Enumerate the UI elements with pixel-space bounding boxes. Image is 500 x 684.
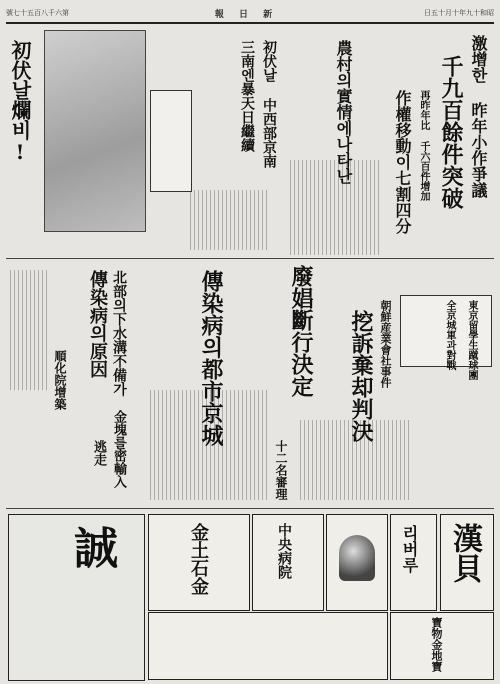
headline-sewer-defect: 北部의下水溝不備가 bbox=[111, 270, 127, 396]
advert-bell bbox=[326, 514, 388, 611]
article-body-3 bbox=[10, 270, 50, 390]
advert-hospital bbox=[252, 514, 324, 611]
masthead-date: 日五十月十年九十和昭 bbox=[424, 9, 494, 17]
advert-misc bbox=[148, 612, 388, 680]
advert-hanbei bbox=[440, 514, 494, 611]
headline-initial-rain: 初伏날爛비! bbox=[8, 40, 32, 164]
headline-epidemic-cause: 傳染病의原因 bbox=[87, 270, 108, 378]
advert-liver-title: 리버루 bbox=[400, 525, 419, 573]
headline-student-football: 東京留學生蹴球團 bbox=[466, 300, 477, 380]
headline-over-1900: 千九百餘件突破 bbox=[438, 55, 464, 209]
headline-rights-transfer: 作權移動이七割四分 bbox=[393, 90, 412, 234]
article-body-2 bbox=[190, 190, 270, 250]
divider-2 bbox=[6, 508, 494, 509]
article-body-1 bbox=[290, 160, 380, 255]
inset-box-southern bbox=[150, 90, 192, 192]
masthead bbox=[6, 4, 494, 24]
headline-industry-case: 朝鮮産業會社事件 bbox=[379, 300, 392, 388]
headline-hospital-expansion: 順化院增築 bbox=[53, 350, 67, 410]
headline-prostitution-abolition: 廢娼斷行決定 bbox=[288, 265, 314, 397]
advert-cinema bbox=[8, 514, 145, 681]
advert-stone bbox=[148, 514, 250, 611]
masthead-issue-number: 號七十五百八千六第 bbox=[6, 9, 69, 17]
article-body-4 bbox=[150, 390, 270, 500]
headline-all-seoul-match: 全京城軍과對戰 bbox=[444, 300, 455, 370]
headline-sub-increase: 再昨年比 千六百件增加 bbox=[418, 90, 429, 201]
divider-1 bbox=[6, 258, 494, 259]
bell-icon bbox=[339, 535, 375, 581]
headline-southern-heat: 三南엔暴天日繼續 bbox=[239, 40, 255, 152]
advert-treasure bbox=[390, 612, 494, 680]
headline-gold-smuggle: 金塊를密輸入 bbox=[111, 410, 126, 488]
advert-treasure-title: 寶物金地寶 bbox=[430, 617, 443, 672]
advert-stone-title: 金土石金 bbox=[188, 523, 209, 595]
headline-tenancy-disputes: 激增한 昨年小作爭議 bbox=[469, 35, 488, 198]
headline-appeal-rejected: 挖訴棄却判決 bbox=[348, 310, 374, 442]
headline-farm-reality: 農村의實情에나타난 bbox=[334, 40, 353, 184]
article-body-5 bbox=[300, 420, 410, 500]
top-left-photo bbox=[44, 30, 146, 232]
headline-escape: 逃走 bbox=[91, 440, 106, 466]
headline-first-dog-days: 初伏날 中西部京南 bbox=[261, 40, 277, 168]
advert-hanbei-title: 漢貝 bbox=[447, 523, 482, 583]
advert-hospital-title: 中央病院 bbox=[276, 523, 292, 579]
advert-liver bbox=[390, 514, 437, 611]
masthead-title: 報 日 新 bbox=[214, 9, 279, 20]
advert-cinema-title: 誠 bbox=[66, 525, 117, 569]
headline-epidemic-city: 傳染病의都市京城 bbox=[198, 270, 224, 446]
headline-twelve-trial: 十二名審理 bbox=[274, 440, 288, 500]
